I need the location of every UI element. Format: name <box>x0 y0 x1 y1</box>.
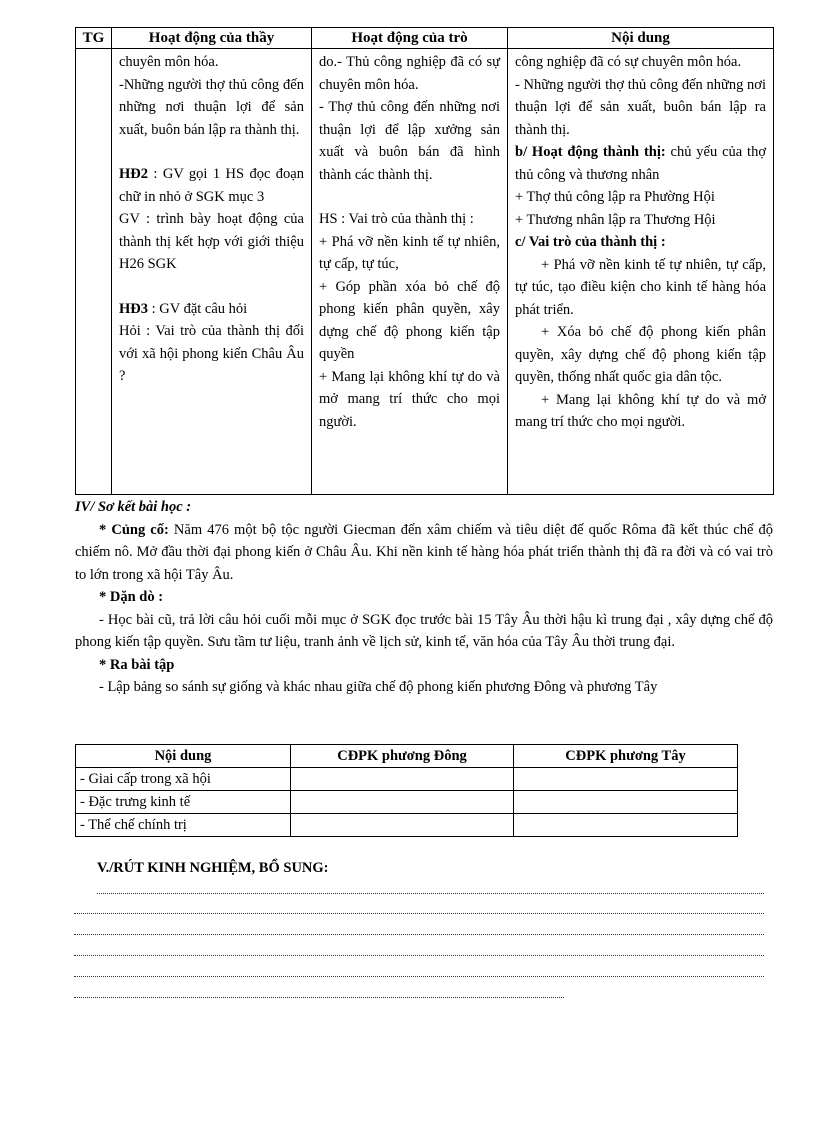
dando-text: - Học bài cũ, trả lời câu hỏi cuối mỗi mục ở SGK đọc trước bài 15 Tây Âu thời hậu kì trung đại , xây dựng chế độ phong kiến tập quyền. Sưu tầm tư liệu, tranh ảnh về lịch sử, kinh tế, văn hóa của Tây Âu thời trung đại. <box>75 611 773 650</box>
teacher-text-1: chuyên môn hóa. <box>119 54 219 70</box>
content-b <box>515 141 766 186</box>
content-text-4: + Thợ thủ công lập ra Phường Hội <box>515 189 715 205</box>
cmp-row-west <box>514 814 738 837</box>
summary-title: IV/ Sơ kết bài học : <box>75 499 192 515</box>
cmp-row-west <box>514 768 738 791</box>
student-text-4: + Phá vỡ nền kinh tế tự nhiên, tự cấp, tự túc, <box>319 233 500 272</box>
content-b-label: b/ Hoạt động thành thị: <box>515 144 666 160</box>
hd3-text: : GV đặt câu hỏi <box>148 300 248 317</box>
cmp-header-west: CĐPK phương Tây <box>514 745 738 768</box>
lesson-table-row <box>76 49 774 495</box>
cell-content <box>508 49 774 495</box>
content-text-9: + Mang lại không khí tự do và mở mang trí thức cho mọi người. <box>515 391 766 430</box>
content-text-2: - Những người thợ thủ công đến những nơi thuận lợi để sản xuất, buôn bán lập ra thành thị. <box>515 76 766 138</box>
hd2-label: HĐ2 <box>119 166 148 182</box>
student-text-1: do.- Thủ công nghiệp đã có sự chuyên môn hóa. <box>319 54 500 93</box>
cmp-row-east <box>291 791 514 814</box>
content-text-1: công nghiệp đã có sự chuyên môn hóa. <box>515 54 742 70</box>
table-row <box>76 814 738 837</box>
content-text-8: + Xóa bỏ chế độ phong kiến phân quyền, xây dựng chế độ phong kiến tập quyền, thống nhất quốc gia dân tộc. <box>515 324 766 385</box>
teacher-hd2 <box>119 163 304 208</box>
cell-teacher <box>112 49 312 495</box>
rabaitap-label: * Ra bài tập <box>99 656 175 673</box>
cmp-header-content: Nội dung <box>76 745 291 768</box>
cell-tg <box>76 49 112 495</box>
cmp-row-east <box>291 768 514 791</box>
cungco-paragraph <box>75 519 773 587</box>
experience-title: V./RÚT KINH NGHIỆM, BỔ SUNG: <box>97 860 329 876</box>
summary-section <box>75 496 773 699</box>
teacher-text-6: Hỏi : Vai trò của thành thị đối với xã hội phong kiến Châu Âu ? <box>119 323 304 384</box>
lesson-table <box>75 27 774 495</box>
dotted-line <box>74 913 764 914</box>
content-text-5: + Thương nhân lập ra Thương Hội <box>515 211 716 228</box>
content-c-label: c/ Vai trò của thành thị : <box>515 234 666 250</box>
cmp-header-east: CĐPK phương Đông <box>291 745 514 768</box>
hd3-label: HĐ3 <box>119 300 148 317</box>
dotted-line <box>74 997 564 998</box>
table-row <box>76 791 738 814</box>
content-text-7: + Phá vỡ nền kinh tế tự nhiên, tự cấp, tự túc, tạo điều kiện cho kinh tế hàng hóa phát triển. <box>515 256 766 318</box>
comparison-table <box>75 744 738 837</box>
cell-student <box>312 49 508 495</box>
student-text-2: - Thợ thủ công đến những nơi thuận lợi để lập xưởng sản xuất và buôn bán đã hình thành các thành thị. <box>319 99 500 183</box>
cmp-row-label: - Giai cấp trong xã hội <box>76 768 291 791</box>
dotted-line <box>74 934 764 935</box>
cmp-row-east <box>291 814 514 837</box>
dotted-line <box>74 955 764 956</box>
header-student: Hoạt động của trò <box>312 28 508 49</box>
dotted-line <box>74 976 764 977</box>
student-text-6: + Mang lại không khí tự do và mở mang trí thức cho mọi người. <box>319 368 500 430</box>
student-text-5: + Góp phần xóa bỏ chế độ phong kiến phân quyền, xây dựng chế độ phong kiến tập quyền <box>319 278 500 362</box>
rabaitap-text: - Lập bảng so sánh sự giống và khác nhau giữa chế độ phong kiến phương Đông và phương Tây <box>99 679 658 695</box>
table-row <box>76 768 738 791</box>
dotted-line <box>97 893 764 894</box>
hd2-text: : GV gọi 1 HS đọc đoạn chữ in nhỏ ở SGK mục 3 <box>119 166 304 205</box>
content-b-text: chủ yếu của thợ thủ công và thương nhân <box>515 144 766 183</box>
header-tg: TG <box>76 28 112 49</box>
cmp-row-label: - Đặc trưng kinh tế <box>76 791 291 814</box>
cungco-text: Năm 476 một bộ tộc người Giecman đến xâm chiếm và tiêu diệt đế quốc Rôma đã kết thúc chế độ chiếm nô. Mở đầu thời đại phong kiến ở Châu Âu. Khi nền kinh tế hàng hóa phát triển thành thị đã ra đời và có vai trò to lớn trong xã hội Tây Âu. <box>75 521 774 583</box>
teacher-text-4: GV : trình bày hoạt động của thành thị kết hợp với giới thiệu H26 SGK <box>119 211 304 272</box>
teacher-text-2: -Những người thợ thủ công đến những nơi thuận lợi để sản xuất, buôn bán lập ra thành thị. <box>119 76 304 138</box>
teacher-hd3 <box>119 298 304 321</box>
comparison-header <box>76 745 738 768</box>
cmp-row-label: - Thể chế chính trị <box>76 814 291 837</box>
header-teacher: Hoạt động của thầy <box>112 28 312 49</box>
header-content: Nội dung <box>508 28 774 49</box>
cmp-row-west <box>514 791 738 814</box>
student-text-3: HS : Vai trò của thành thị : <box>319 211 474 227</box>
lesson-table-header <box>76 28 774 49</box>
dando-label: * Dặn dò : <box>99 589 164 605</box>
cungco-label: * Củng cố: <box>99 521 169 538</box>
